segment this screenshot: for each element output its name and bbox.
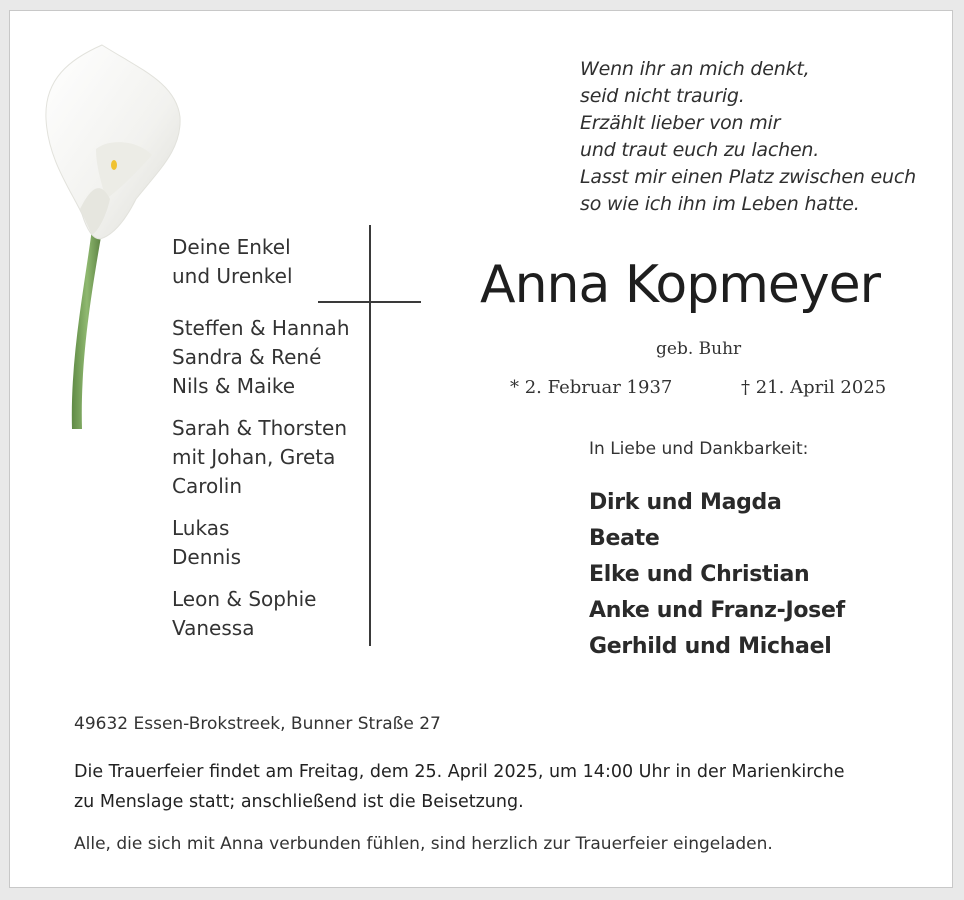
address: 49632 Essen-Brokstreek, Bunner Straße 27 — [74, 714, 441, 734]
mourner-name: Beate — [589, 526, 660, 551]
invitation: Alle, die sich mit Anna verbunden fühlen, sind herzlich zur Trauerfeier eingeladen. — [74, 834, 773, 854]
grandchild-name: Steffen & Hannah — [172, 316, 350, 340]
mourners-intro: In Liebe und Dankbarkeit: — [589, 439, 809, 459]
birth-name: geb. Buhr — [656, 339, 742, 359]
grandchildren-group — [172, 414, 350, 501]
heading-line: und Urenkel — [172, 264, 293, 288]
grandchildren-list — [172, 233, 350, 656]
funeral-line: Die Trauerfeier findet am Freitag, dem 25. April 2025, um 14:00 Uhr in der Marienkirche — [74, 762, 845, 782]
cross-horizontal — [318, 301, 421, 303]
mourners-list — [589, 485, 845, 665]
grandchild-name: mit Johan, Greta — [172, 445, 336, 469]
birth-date: * 2. Februar 1937 — [510, 377, 673, 398]
mourner-name: Anke und Franz-Josef — [589, 598, 845, 623]
funeral-line: zu Menslage statt; anschließend ist die Beisetzung. — [74, 792, 524, 812]
grandchild-name: Carolin — [172, 474, 243, 498]
mourner-name: Elke und Christian — [589, 562, 810, 587]
grandchild-name: Dennis — [172, 545, 242, 569]
grandchild-name: Nils & Maike — [172, 374, 296, 398]
deceased-name: Anna Kopmeyer — [480, 255, 881, 315]
heading-line: Deine Enkel — [172, 235, 291, 259]
cross-vertical — [369, 225, 371, 646]
grandchildren-group — [172, 585, 350, 643]
grandchildren-group — [172, 514, 350, 572]
grandchild-name: Lukas — [172, 516, 230, 540]
grandchildren-heading — [172, 233, 350, 291]
grandchild-name: Vanessa — [172, 616, 255, 640]
grandchild-name: Sarah & Thorsten — [172, 416, 348, 440]
mourner-name: Dirk und Magda — [589, 490, 782, 515]
poem-line: Lasst mir einen Platz zwischen euch — [580, 166, 916, 188]
poem-line: so wie ich ihn im Leben hatte. — [580, 193, 860, 215]
poem-line: und traut euch zu lachen. — [580, 139, 820, 161]
poem-line: Wenn ihr an mich denkt, — [580, 58, 810, 80]
mourner-name: Gerhild und Michael — [589, 634, 832, 659]
funeral-info — [74, 757, 924, 817]
poem — [580, 56, 916, 218]
grandchild-name: Leon & Sophie — [172, 587, 317, 611]
poem-line: Erzählt lieber von mir — [580, 112, 781, 134]
grandchildren-group — [172, 314, 350, 401]
death-date: † 21. April 2025 — [741, 377, 887, 398]
obituary-card — [9, 10, 953, 888]
poem-line: seid nicht traurig. — [580, 85, 745, 107]
grandchild-name: Sandra & René — [172, 345, 322, 369]
